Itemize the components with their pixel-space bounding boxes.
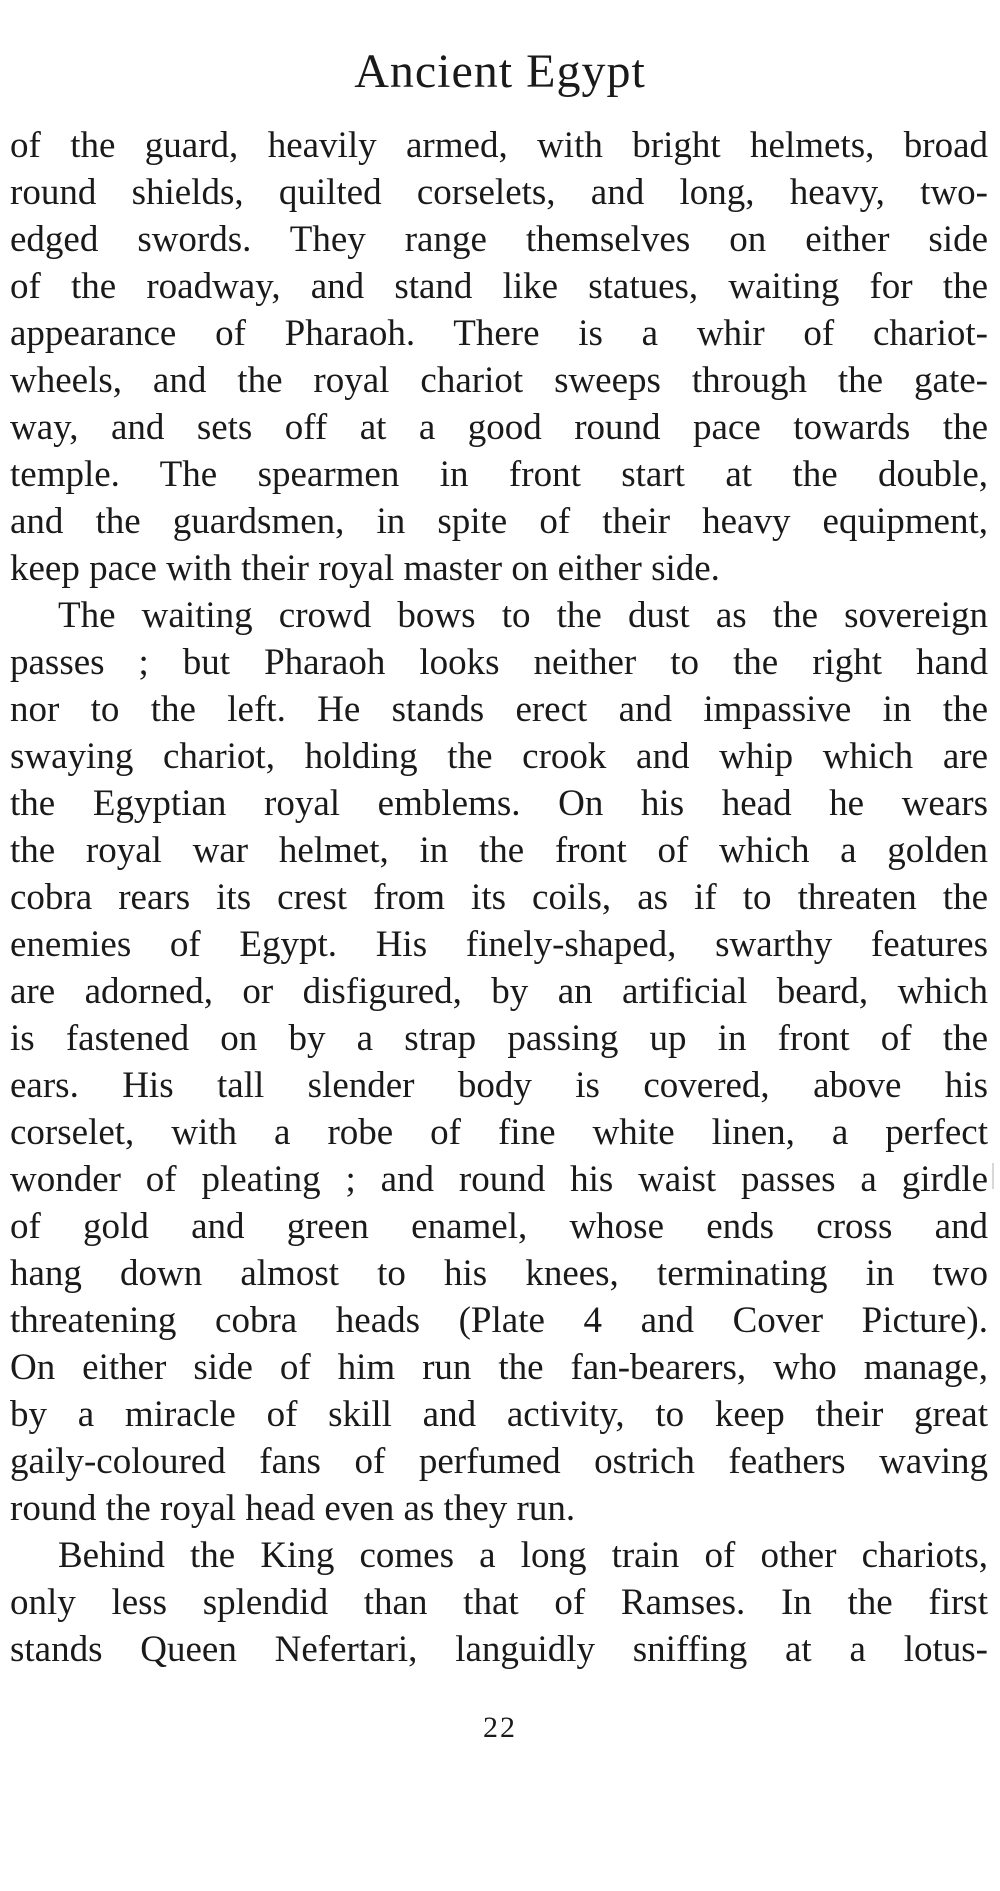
text-line: gaily-coloured fans of perfumed ostrich feathers waving	[10, 1441, 988, 1482]
text-line: only less splendid than that of Ramses. In the first	[10, 1582, 988, 1623]
running-title: Ancient Egypt	[354, 45, 646, 98]
text-line: threatening cobra heads (Plate 4 and Cover Picture).	[10, 1300, 988, 1341]
text-line: round shields, quilted corselets, and long, heavy, two-	[10, 172, 988, 213]
text-line: is fastened on by a strap passing up in front of the	[10, 1018, 988, 1059]
text-line: corselet, with a robe of fine white linen, a perfect	[10, 1112, 988, 1153]
text-line: swaying chariot, holding the crook and whip which are	[10, 736, 988, 777]
text-line: On either side of him run the fan-bearers, who manage,	[10, 1347, 988, 1388]
text-line: The waiting crowd bows to the dust as the sovereign	[58, 595, 988, 636]
paragraph	[10, 592, 988, 1532]
text-line: enemies of Egypt. His finely-shaped, swarthy features	[10, 924, 988, 965]
text-line: cobra rears its crest from its coils, as if to threaten the	[10, 877, 988, 918]
text-line: nor to the left. He stands erect and impassive in the	[10, 689, 988, 730]
text-line: way, and sets off at a good round pace towards the	[10, 407, 988, 448]
text-line: of the roadway, and stand like statues, waiting for the	[10, 266, 988, 307]
text-line: appearance of Pharaoh. There is a whir of chariot-	[10, 313, 988, 354]
text-line: stands Queen Nefertari, languidly sniffing at a lotus-	[10, 1629, 988, 1670]
text-line: keep pace with their royal master on either side.	[10, 548, 720, 589]
text-line: Behind the King comes a long train of other chariots,	[58, 1535, 988, 1576]
text-line: wonder of pleating ; and round his waist passes a girdle	[10, 1159, 988, 1200]
text-line: hang down almost to his knees, terminating in two	[10, 1253, 988, 1294]
body-text	[10, 122, 988, 1673]
text-line: and the guardsmen, in spite of their heavy equipment,	[10, 501, 988, 542]
text-line: are adorned, or disfigured, by an artificial beard, which	[10, 971, 988, 1012]
text-line: passes ; but Pharaoh looks neither to the right hand	[10, 642, 988, 683]
text-line: by a miracle of skill and activity, to keep their great	[10, 1394, 988, 1435]
text-line: the Egyptian royal emblems. On his head he wears	[10, 783, 988, 824]
text-line: temple. The spearmen in front start at the double,	[10, 454, 988, 495]
text-line: of the guard, heavily armed, with bright helmets, broad	[10, 125, 988, 166]
page-number: 22	[483, 1711, 517, 1744]
text-line: the royal war helmet, in the front of which a golden	[10, 830, 988, 871]
page-edge-mark	[992, 1163, 994, 1189]
text-line: wheels, and the royal chariot sweeps through the gate-	[10, 360, 988, 401]
paragraph	[10, 1532, 988, 1673]
text-line: ears. His tall slender body is covered, above his	[10, 1065, 988, 1106]
text-line: of gold and green enamel, whose ends cross and	[10, 1206, 988, 1247]
paragraph	[10, 122, 988, 592]
text-line: round the royal head even as they run.	[10, 1488, 576, 1529]
text-line: edged swords. They range themselves on either side	[10, 219, 988, 260]
